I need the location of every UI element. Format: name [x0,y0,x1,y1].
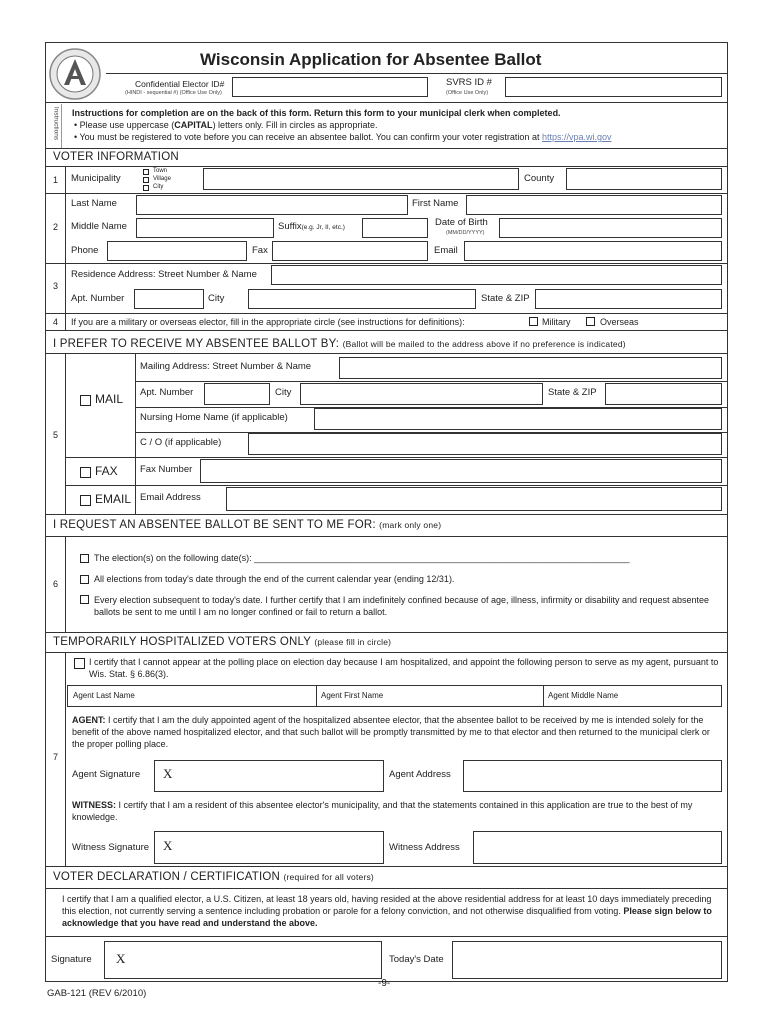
military-instructions: If you are a military or overseas elector, fill in the appropriate circle (see instructions for definitions): [71,317,465,327]
instructions-bullet-caps: • Please use uppercase (CAPITAL) letters only. Fill in circles as appropriate. [74,120,378,130]
declaration-heading: VOTER DECLARATION / CERTIFICATION (required for all voters) [53,871,374,883]
village-label: Village [153,176,171,182]
email-checkbox[interactable] [80,495,91,506]
form-id: GAB-121 (REV 6/2010) [47,988,147,999]
fax-number-field[interactable] [200,459,722,483]
election-dates-option: The election(s) on the following date(s): ___________________________________________________________________________ [94,553,630,563]
voter-registration-link[interactable]: https://vpa.wi.gov [541,132,612,142]
mail-state-zip-label: State & ZIP [548,387,597,398]
witness-signature-field[interactable] [154,831,384,864]
mail-city-field[interactable] [300,383,543,405]
care-of-label: C / O (if applicable) [140,437,222,448]
indefinitely-confined-checkbox[interactable] [80,595,89,604]
last-name-field[interactable] [136,195,408,215]
svrs-sub: (Office Use Only) [446,90,489,96]
signature-field[interactable] [104,941,382,979]
agent-name-row [67,685,722,707]
suffix-field[interactable] [362,218,428,238]
first-name-field[interactable] [466,195,722,215]
elector-id-label: Confidential Elector ID# [135,79,225,89]
agent-signature-field[interactable] [154,760,384,792]
instructions-side-label: Instructions [48,104,62,148]
care-of-field[interactable] [248,433,722,455]
agent-statement: AGENT: I certify that I am the duly appointed agent of the hospitalized absentee elector, that the absentee ballot to be received by me is intended solely for the benefit of the above named hospitalized elector, and that such ballot will be promptly transmitted by me to that elector and then returned to the municipal clerk or the proper polling place. [72,715,710,749]
email-delivery-label: EMAIL [95,492,132,506]
county-field[interactable] [566,168,722,190]
county-label: County [524,173,555,184]
indefinitely-confined-option: Every election subsequent to today's date. I further certify that I am indefinitely confined because of age, illness, infirmity or disability and request absentee ballots be sent to me until I am no longer confined or fail to return a ballot. [94,595,710,617]
row-number-7: 7 [53,752,59,762]
apt-field[interactable] [134,289,204,309]
mail-city-label: City [275,387,292,398]
hospitalized-checkbox[interactable] [74,658,85,669]
hospitalized-certification: I certify that I cannot appear at the polling place on election day because I am hospitalized, and appoint the following person to serve as my agent, pursuant to Wis. Stat. § 6.86(3). [89,657,719,679]
first-name-label: First Name [412,198,459,209]
town-checkbox[interactable] [143,169,149,175]
agent-first-name-label: Agent First Name [321,691,384,700]
email-label: Email [434,245,458,256]
email-address-field[interactable] [226,487,722,511]
mail-checkbox[interactable] [80,395,91,406]
row-number-3: 3 [53,281,59,291]
fax-delivery-label: FAX [95,464,118,478]
row-number-5: 5 [53,430,59,440]
overseas-label: Overseas [600,317,639,327]
election-dates-checkbox[interactable] [80,554,89,563]
hospital-heading: TEMPORARILY HOSPITALIZED VOTERS ONLY (please fill in circle) [53,636,392,648]
dob-hint: (MM/DD/YYYY) [446,230,485,236]
row-number-6: 6 [53,579,59,589]
request-heading: I REQUEST AN ABSENTEE BALLOT BE SENT TO ME FOR: (mark only one) [53,519,442,531]
agent-address-field[interactable] [463,760,722,792]
nursing-home-field[interactable] [314,408,722,430]
witness-statement: WITNESS: I certify that I am a resident of this absentee elector's municipality, and that the statements contained in this application are true to the best of my knowledge. [72,800,693,822]
page-number: -9- [378,978,391,989]
row-number-2: 2 [53,222,59,232]
elector-id-sub: (HINDI - sequential #) (Office Use Only) [125,90,222,96]
instructions-line: Instructions for completion are on the back of this form. Return this form to your municipal clerk when completed. [72,108,561,118]
fax-number-label: Fax Number [140,464,193,475]
row-number-4: 4 [53,317,59,327]
phone-field[interactable] [107,241,247,261]
voter-info-heading: VOTER INFORMATION [53,151,179,163]
email-field[interactable] [464,241,722,261]
mail-label: MAIL [95,392,124,406]
svrs-field[interactable] [505,77,722,97]
form-title: Wisconsin Application for Absentee Ballot [200,50,542,69]
agent-signature-x: X [163,766,173,781]
residence-label: Residence Address: Street Number & Name [71,269,257,280]
military-checkbox[interactable] [529,317,538,326]
agent-address-label: Agent Address [389,769,451,780]
mail-apt-field[interactable] [204,383,270,405]
mailing-address-label: Mailing Address: Street Number & Name [140,361,312,372]
dob-field[interactable] [499,218,722,238]
instructions-bullet-register: • You must be registered to vote before you can receive an absentee ballot. You can confirm your voter registration at https://vpa.wi.gov [74,132,612,142]
witness-address-label: Witness Address [389,842,460,853]
signature-label: Signature [51,954,92,965]
fax-label: Fax [252,245,268,256]
agent-last-name-label: Agent Last Name [73,691,135,700]
municipality-field[interactable] [203,168,519,190]
last-name-label: Last Name [71,198,117,209]
town-label: Town [153,168,168,174]
middle-name-label: Middle Name [71,221,127,232]
military-label: Military [542,317,571,327]
city-checkbox[interactable] [143,185,149,191]
apt-label: Apt. Number [71,293,125,304]
mail-apt-label: Apt. Number [140,387,194,398]
agent-middle-name-label: Agent Middle Name [548,691,619,700]
state-zip-label: State & ZIP [481,293,530,304]
residence-field[interactable] [271,265,722,285]
mail-state-zip-field[interactable] [605,383,722,405]
city-label: City [208,293,225,304]
state-zip-field[interactable] [535,289,722,309]
todays-date-label: Today's Date [389,954,444,965]
prefer-heading: I PREFER TO RECEIVE MY ABSENTEE BALLOT BY: (Ballot will be mailed to the address above if no preference is indicated) [53,338,626,350]
fax-field[interactable] [272,241,428,261]
suffix-label: Suffix(e.g. Jr, II, etc.) [278,221,345,232]
svrs-label: SVRS ID # [446,77,492,88]
municipality-label: Municipality [71,173,121,184]
dob-label: Date of Birth [435,217,488,228]
calendar-year-option: All elections from today's date through the end of the current calendar year (ending 12/31). [94,574,455,584]
village-checkbox[interactable] [143,177,149,183]
middle-name-field[interactable] [136,218,274,238]
city-type-label: City [153,184,164,190]
overseas-checkbox[interactable] [586,317,595,326]
nursing-home-label: Nursing Home Name (if applicable) [140,412,288,423]
state-seal-icon [48,47,102,101]
fax-checkbox[interactable] [80,467,91,478]
elector-id-field[interactable] [232,77,428,97]
witness-signature-label: Witness Signature [72,842,150,853]
signature-x: X [116,951,126,966]
witness-address-field[interactable] [473,831,722,864]
phone-label: Phone [71,245,99,256]
declaration-statement: I certify that I am a qualified elector, a U.S. Citizen, at least 18 years old, having resided at the above residential address for at least 10 days immediately preceding this election, not currently serving a sentence including probation or parole for a felony conviction, and not otherwise disqualified from voting. Please sign below to acknowledge that you have read and understand the above. [62,894,712,928]
witness-signature-x: X [163,838,173,853]
mailing-address-field[interactable] [339,357,722,379]
calendar-year-checkbox[interactable] [80,575,89,584]
todays-date-field[interactable] [452,941,722,979]
email-address-label: Email Address [140,492,201,503]
row-number-1: 1 [53,175,59,185]
city-field[interactable] [248,289,476,309]
agent-signature-label: Agent Signature [72,769,141,780]
